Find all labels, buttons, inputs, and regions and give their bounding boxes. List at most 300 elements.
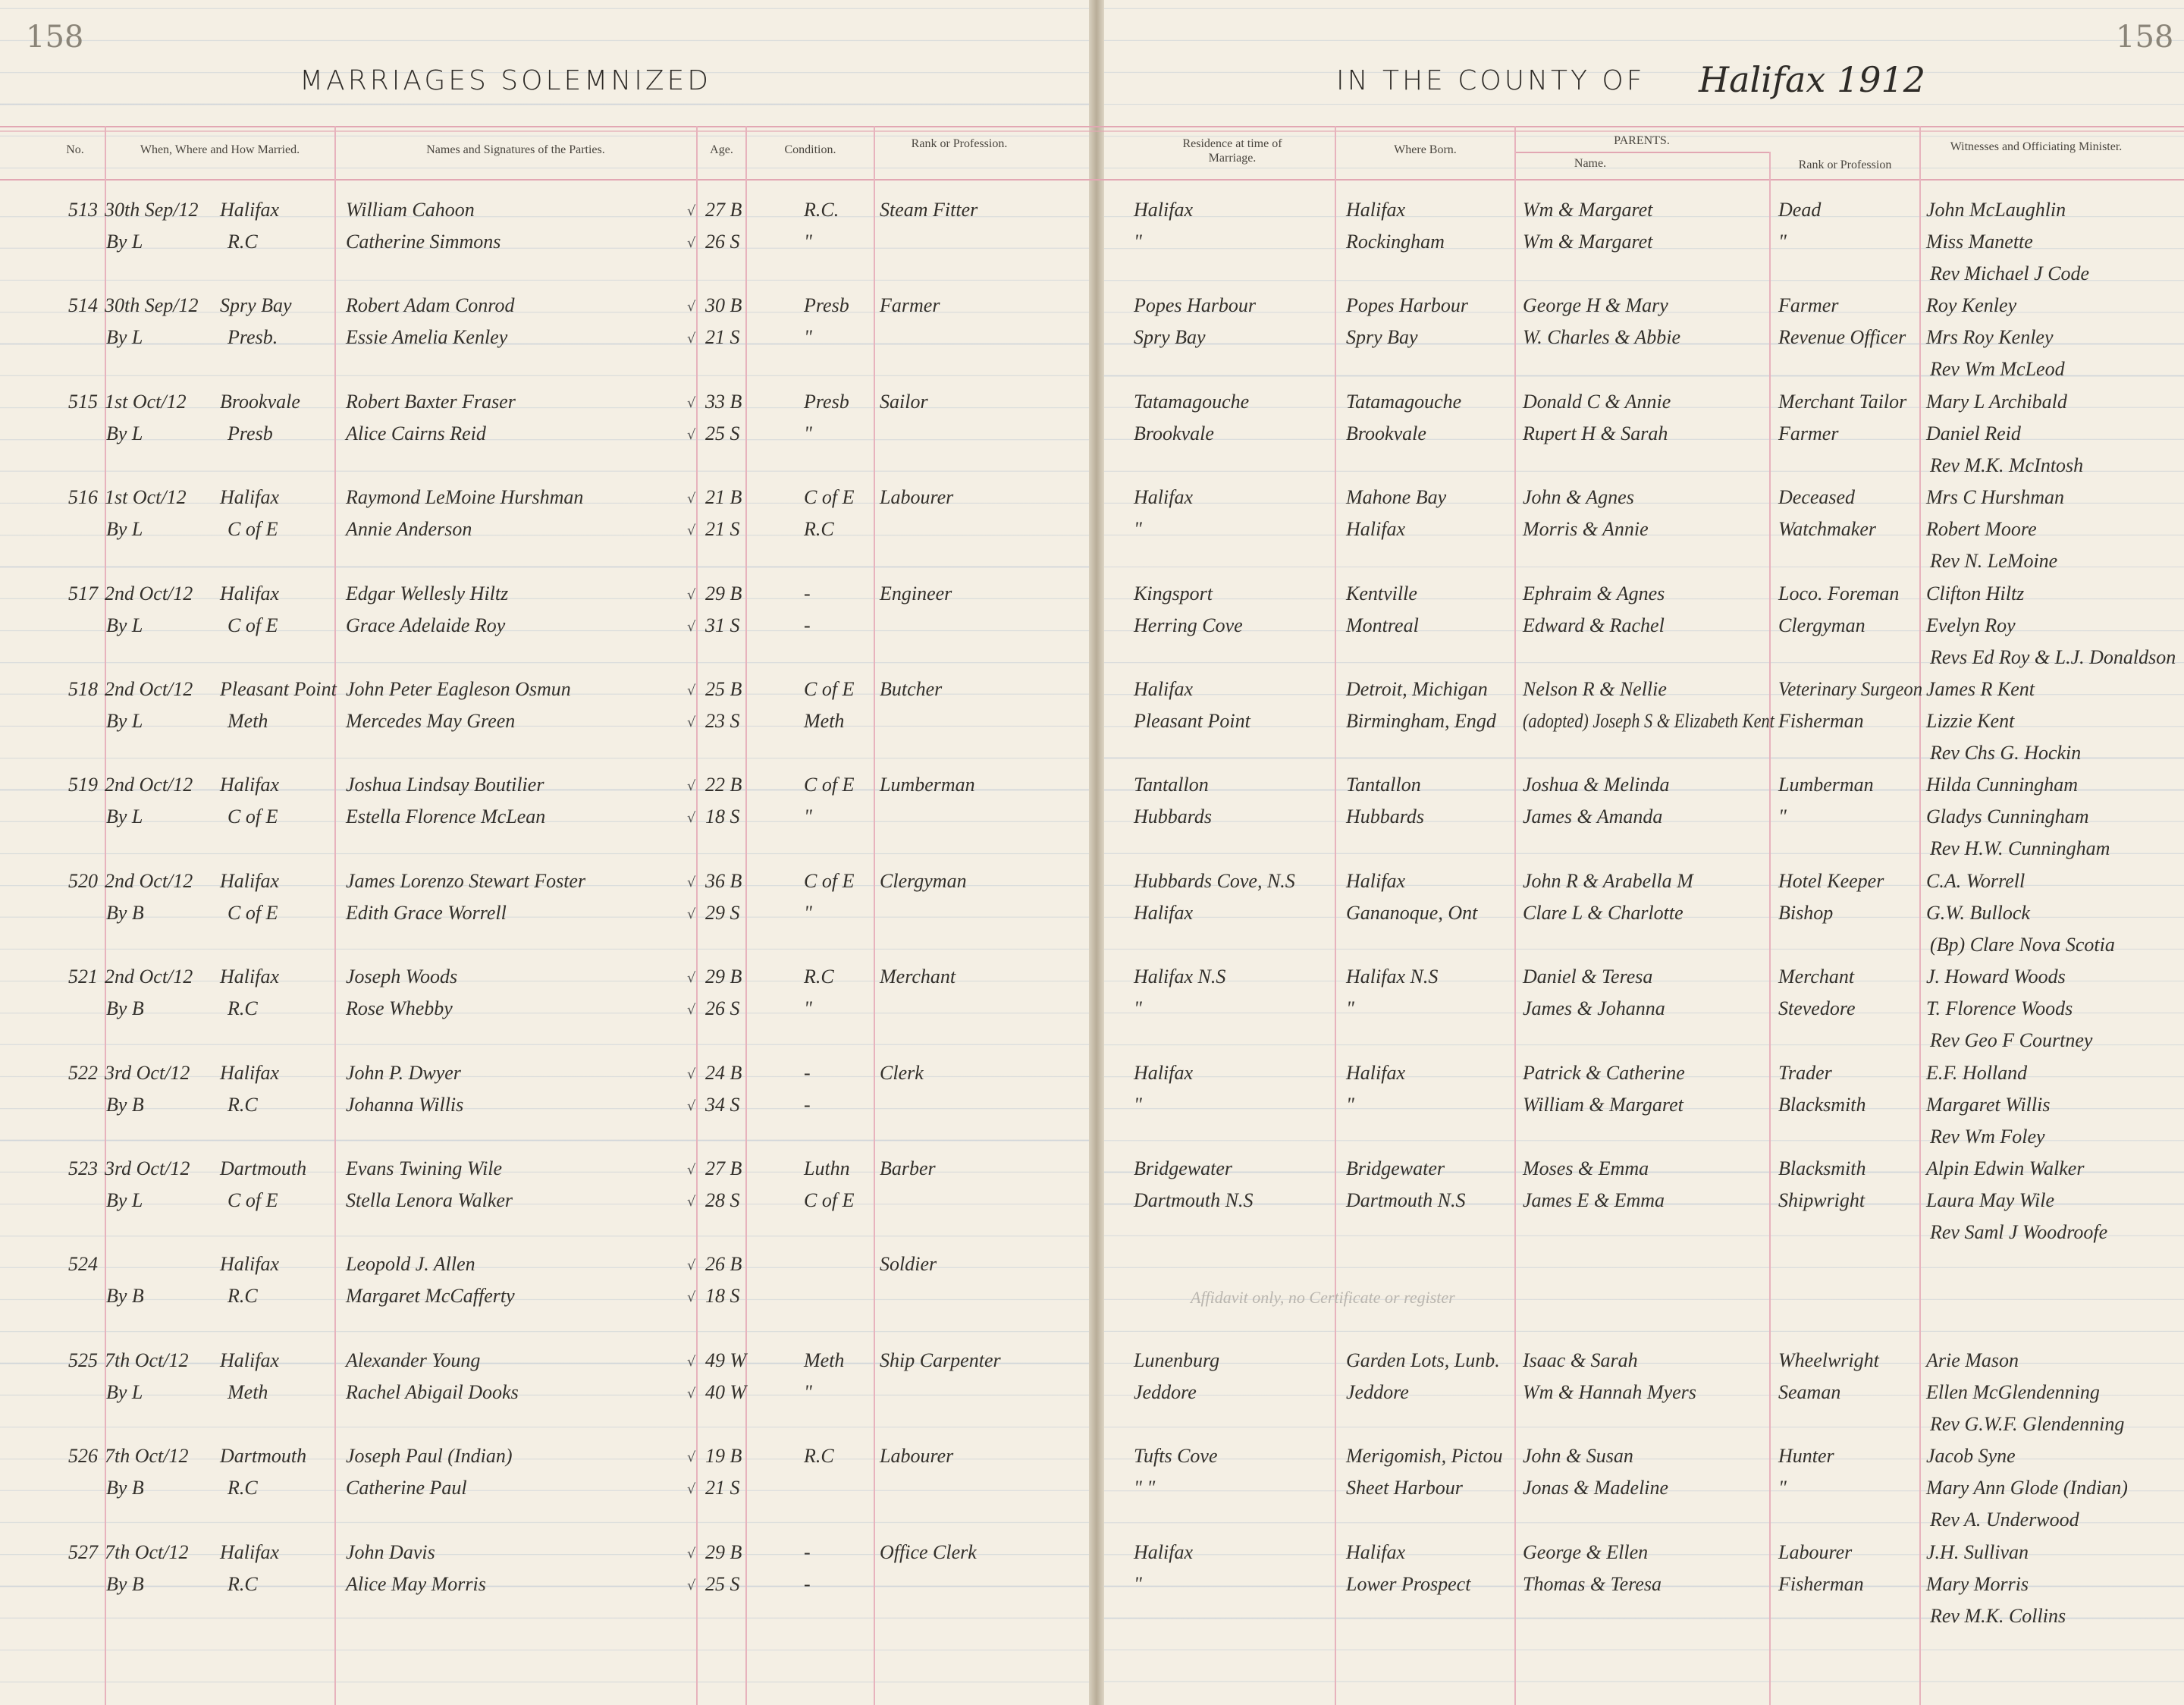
check-mark: √ (687, 1289, 696, 1306)
entry-bride: Alice May Morris (346, 1572, 486, 1595)
entry-g-prank: Loco. Foreman (1778, 582, 1900, 604)
entry-denom: Presb. (228, 326, 278, 349)
entry-g-res: Popes Harbour (1134, 294, 1257, 317)
page-number-left: 158 (26, 20, 84, 55)
entry-bride: Essie Amelia Kenley (346, 326, 508, 349)
entry-no: 516 (68, 486, 98, 509)
entry-w2: Daniel Reid (1926, 422, 2021, 444)
entry-w1: Mary L Archibald (1926, 390, 2067, 413)
entry-g-born: Tatamagouche (1346, 390, 1462, 413)
entry-bride: Alice Cairns Reid (346, 422, 486, 444)
entry-place: Halifax (220, 774, 279, 796)
entry-g-res: Halifax (1134, 486, 1193, 509)
entry-w1: C.A. Worrell (1926, 869, 2026, 892)
entry-denom: Meth (228, 1380, 268, 1403)
entry-date: 7th Oct/12 (105, 1349, 189, 1371)
entry-place: Halifax (220, 1540, 279, 1563)
entry-g-cond: C of E (804, 486, 855, 509)
check-mark: √ (687, 906, 696, 922)
entry-by: By B (106, 901, 144, 924)
check-mark: √ (687, 970, 696, 987)
entry-b-prank: Bishop (1778, 901, 1834, 924)
entry-place: Spry Bay (220, 294, 292, 317)
entry-profession: Butcher (880, 678, 943, 700)
entry-by: By L (106, 710, 143, 732)
entry-g-age: 27 B (705, 1157, 742, 1179)
entry-b-born: Brookvale (1346, 422, 1426, 444)
header-parents-name (1514, 156, 1769, 171)
header-residence: Residence at time of Marriage. (1182, 137, 1282, 165)
entry-profession: Labourer (880, 486, 954, 509)
check-mark: √ (687, 683, 696, 699)
entry-g-res: Bridgewater (1134, 1157, 1232, 1179)
entry-no: 518 (68, 678, 98, 700)
entry-b-age: 18 S (705, 1285, 740, 1308)
entry-w2: Margaret Willis (1926, 1093, 2051, 1116)
entry-no: 513 (68, 199, 98, 221)
entry-denom: R.C (228, 1572, 258, 1595)
entry-min: Rev A. Underwood (1930, 1509, 2079, 1531)
check-mark: √ (687, 810, 696, 827)
entry-g-cond: Luthn (804, 1157, 850, 1179)
entry-no: 517 (68, 582, 98, 604)
entry-g-par: Donald C & Annie (1523, 390, 1671, 413)
entry-place: Brookvale (220, 390, 300, 413)
entry-by: By L (106, 518, 143, 541)
entry-denom: C of E (228, 805, 278, 828)
entry-b-born: Spry Bay (1346, 326, 1418, 349)
entry-profession: Merchant (880, 966, 956, 988)
entry-g-age: 36 B (705, 869, 742, 892)
entry-g-prank: Dead (1778, 199, 1822, 221)
entry-b-prank: Stevedore (1778, 997, 1856, 1020)
check-mark: √ (687, 1385, 696, 1402)
entry-b-prank: Shipwright (1778, 1189, 1866, 1211)
entry-w2: Mary Ann Glode (Indian) (1926, 1477, 2128, 1499)
entry-date: 2nd Oct/12 (105, 678, 193, 700)
entry-bride: Stella Lenora Walker (346, 1189, 513, 1211)
entry-denom: R.C (228, 1477, 258, 1499)
entry-b-born: Lower Prospect (1346, 1572, 1471, 1595)
entry-g-par: John & Susan (1523, 1445, 1633, 1468)
entry-date: 30th Sep/12 (105, 294, 199, 317)
entry-b-res: " (1134, 997, 1142, 1020)
entry-w2: Miss Manette (1926, 231, 2033, 253)
entry-b-born: Dartmouth N.S (1346, 1189, 1466, 1211)
entry-g-par: Joshua & Melinda (1523, 774, 1670, 796)
entry-b-born: " (1346, 997, 1354, 1020)
entry-by: By B (106, 1477, 144, 1499)
entry-g-par: Nelson R & Nellie (1523, 678, 1667, 700)
entry-b-res: " (1134, 1093, 1142, 1116)
check-mark: √ (687, 1577, 696, 1594)
entry-denom: R.C (228, 231, 258, 253)
entry-b-res: " (1134, 518, 1142, 541)
entry-by: By L (106, 614, 143, 636)
entry-b-prank: Seaman (1778, 1380, 1841, 1403)
column-rule (874, 126, 875, 1705)
entry-min: Rev N. LeMoine (1930, 550, 2058, 573)
check-mark: √ (687, 394, 696, 411)
entry-b-cond: " (804, 422, 812, 444)
entry-denom: C of E (228, 614, 278, 636)
entry-g-cond: Presb (804, 390, 849, 413)
entry-w1: John McLaughlin (1926, 199, 2066, 221)
check-mark: √ (687, 1353, 696, 1370)
entry-no: 524 (68, 1253, 98, 1276)
check-mark: √ (687, 1194, 696, 1210)
entry-b-cond: C of E (804, 1189, 855, 1211)
entry-date: 3rd Oct/12 (105, 1061, 190, 1084)
entry-by: By B (106, 1093, 144, 1116)
entry-g-res: Tatamagouche (1134, 390, 1250, 413)
entry-profession: Farmer (880, 294, 940, 317)
entry-b-res: Brookvale (1134, 422, 1214, 444)
entry-g-age: 29 B (705, 966, 742, 988)
entry-b-age: 18 S (705, 805, 740, 828)
entry-g-prank: Lumberman (1778, 774, 1874, 796)
entry-groom: James Lorenzo Stewart Foster (346, 869, 586, 892)
entry-groom: Robert Adam Conrod (346, 294, 515, 317)
entry-note: Affidavit only, no Certificate or register (1191, 1288, 1455, 1308)
county-handwritten (1699, 59, 1925, 100)
entry-b-age: 34 S (705, 1093, 740, 1116)
entry-min: Rev Saml J Woodroofe (1930, 1221, 2108, 1243)
entry-g-res: Hubbards Cove, N.S (1134, 869, 1295, 892)
entry-min: Rev G.W.F. Glendenning (1930, 1412, 2125, 1435)
column-rule (334, 126, 336, 1705)
entry-b-par: Jonas & Madeline (1523, 1477, 1669, 1499)
entry-w2: Mrs Roy Kenley (1926, 326, 2054, 349)
check-mark: √ (687, 523, 696, 539)
entry-b-res: " (1134, 231, 1142, 253)
column-rule (696, 126, 698, 1705)
entry-by: By L (106, 231, 143, 253)
entry-by: By B (106, 997, 144, 1020)
entry-g-res: Halifax (1134, 199, 1193, 221)
entry-g-age: 26 B (705, 1253, 742, 1276)
entry-g-res: Tantallon (1134, 774, 1209, 796)
entry-groom: William Cahoon (346, 199, 475, 221)
entry-b-par: W. Charles & Abbie (1523, 326, 1681, 349)
entry-profession: Labourer (880, 1445, 954, 1468)
entry-date: 1st Oct/12 (105, 390, 187, 413)
entry-no: 520 (68, 869, 98, 892)
entry-g-par: Moses & Emma (1523, 1157, 1649, 1179)
entry-groom: Alexander Young (346, 1349, 481, 1371)
entry-min: Rev Michael J Code (1930, 262, 2090, 284)
entry-g-cond: - (804, 582, 811, 604)
check-mark: √ (687, 714, 696, 730)
entry-b-cond: " (804, 231, 812, 253)
entry-b-age: 25 S (705, 422, 740, 444)
entry-b-age: 28 S (705, 1189, 740, 1211)
entry-bride: Annie Anderson (346, 518, 472, 541)
entry-b-par: Wm & Hannah Myers (1523, 1380, 1696, 1403)
entry-g-age: 29 B (705, 1540, 742, 1563)
entry-g-par: Patrick & Catherine (1523, 1061, 1685, 1084)
entry-w2: G.W. Bullock (1926, 901, 2030, 924)
entry-date: 2nd Oct/12 (105, 582, 193, 604)
check-mark: √ (687, 778, 696, 795)
entry-g-born: Detroit, Michigan (1346, 678, 1488, 700)
entry-w1: Alpin Edwin Walker (1926, 1157, 2085, 1179)
entry-date: 3rd Oct/12 (105, 1157, 190, 1179)
entry-g-born: Halifax (1346, 1540, 1405, 1563)
entry-b-par: Clare L & Charlotte (1523, 901, 1684, 924)
entry-b-cond: - (804, 1093, 811, 1116)
entry-b-age: 21 S (705, 1477, 740, 1499)
entry-g-age: 21 B (705, 486, 742, 509)
entry-g-cond: Presb (804, 294, 849, 317)
entry-b-prank: Watchmaker (1778, 518, 1877, 541)
entry-w2: Ellen McGlendenning (1926, 1380, 2100, 1403)
entry-g-par: Daniel & Teresa (1523, 966, 1653, 988)
entry-g-age: 33 B (705, 390, 742, 413)
entry-b-prank: Fisherman (1778, 1572, 1864, 1595)
entry-w2: Lizzie Kent (1926, 710, 2015, 732)
entry-profession: Engineer (880, 582, 952, 604)
entry-b-par: Rupert H & Sarah (1523, 422, 1668, 444)
entry-min: Rev Wm McLeod (1930, 358, 2065, 381)
entry-g-age: 19 B (705, 1445, 742, 1468)
entry-b-par: Morris & Annie (1523, 518, 1649, 541)
entry-no: 526 (68, 1445, 98, 1468)
entry-place: Halifax (220, 486, 279, 509)
entry-b-prank: Blacksmith (1778, 1093, 1866, 1116)
entry-by: By B (106, 1572, 144, 1595)
entry-g-res: Halifax (1134, 1540, 1193, 1563)
entry-w1: Arie Mason (1926, 1349, 2019, 1371)
check-mark: √ (687, 299, 696, 316)
entry-w1: Jacob Syne (1926, 1445, 2016, 1468)
entry-no: 525 (68, 1349, 98, 1371)
column-rule (1769, 152, 1771, 1705)
entry-g-age: 29 B (705, 582, 742, 604)
entry-g-born: Halifax (1346, 869, 1405, 892)
entry-b-age: 26 S (705, 231, 740, 253)
entry-min: Rev H.W. Cunningham (1930, 837, 2110, 860)
header-when: When, Where and How Married. (140, 143, 300, 156)
entry-profession: Clergyman (880, 869, 967, 892)
entry-b-age: 25 S (705, 1572, 740, 1595)
entry-b-cond: Meth (804, 710, 845, 732)
entry-place: Pleasant Point (220, 678, 337, 700)
entry-b-par: William & Margaret (1523, 1093, 1684, 1116)
entry-bride: Edith Grace Worrell (346, 901, 507, 924)
check-mark: √ (687, 235, 696, 251)
column-rule (1335, 126, 1336, 1705)
header-no: No. (66, 143, 84, 156)
check-mark: √ (687, 426, 696, 443)
entry-w2: Laura May Wile (1926, 1189, 2054, 1211)
entry-g-res: Halifax N.S (1134, 966, 1226, 988)
entry-b-par: James E & Emma (1523, 1189, 1665, 1211)
entry-g-prank: Merchant Tailor (1778, 390, 1907, 413)
entry-b-born: Sheet Harbour (1346, 1477, 1463, 1499)
entry-g-par: George H & Mary (1523, 294, 1668, 317)
entry-denom: Presb (228, 422, 273, 444)
entry-min: Revs Ed Roy & L.J. Donaldson (1930, 645, 2176, 668)
header-bottom-rule (0, 179, 2184, 181)
entry-date: 2nd Oct/12 (105, 774, 193, 796)
entry-no: 527 (68, 1540, 98, 1563)
entry-g-prank: Hotel Keeper (1778, 869, 1884, 892)
entry-bride: Margaret McCafferty (346, 1285, 515, 1308)
entry-b-age: 40 W (705, 1380, 747, 1403)
check-mark: √ (687, 1097, 696, 1114)
entry-denom: R.C (228, 1285, 258, 1308)
entry-denom: R.C (228, 1093, 258, 1116)
entry-groom: Joshua Lindsay Boutilier (346, 774, 544, 796)
entry-no: 514 (68, 294, 98, 317)
entry-g-born: Mahone Bay (1346, 486, 1447, 509)
entry-bride: Catherine Simmons (346, 231, 501, 253)
entry-g-cond: R.C. (804, 199, 839, 221)
check-mark: √ (687, 586, 696, 603)
entry-g-cond: R.C (804, 966, 834, 988)
entry-g-born: Merigomish, Pictou (1346, 1445, 1503, 1468)
entry-w1: Hilda Cunningham (1926, 774, 2079, 796)
entry-b-res: " " (1134, 1477, 1156, 1499)
entry-g-age: 30 B (705, 294, 742, 317)
entry-g-cond: C of E (804, 774, 855, 796)
column-rule (1919, 126, 1921, 1705)
entry-b-born: Gananoque, Ont (1346, 901, 1478, 924)
page-number-right: 158 (2116, 20, 2174, 55)
entry-g-prank: Hunter (1778, 1445, 1834, 1468)
entry-b-cond: - (804, 614, 811, 636)
entry-g-prank: Merchant (1778, 966, 1855, 988)
header-parents-rank: Rank or Profession (1798, 159, 1892, 171)
entry-profession: Barber (880, 1157, 936, 1179)
entry-min: Rev Geo F Courtney (1930, 1029, 2093, 1052)
entry-b-age: 31 S (705, 614, 740, 636)
entry-date: 1st Oct/12 (105, 486, 187, 509)
entry-denom: C of E (228, 518, 278, 541)
entry-denom: R.C (228, 997, 258, 1020)
entry-b-age: 26 S (705, 997, 740, 1020)
entry-denom: C of E (228, 1189, 278, 1211)
entry-b-res: Halifax (1134, 901, 1193, 924)
header-witnesses: Witnesses and Officiating Minister. (1950, 140, 2123, 153)
entry-by: By B (106, 1285, 144, 1308)
check-mark: √ (687, 491, 696, 507)
entry-b-prank: Revenue Officer (1778, 326, 1906, 349)
header-parents: PARENTS. (1614, 134, 1670, 147)
header-age: Age. (710, 143, 733, 156)
header-top-rule (0, 126, 2184, 127)
header-condition: Condition. (784, 143, 836, 156)
entry-by: By L (106, 1189, 143, 1211)
entry-g-prank: Wheelwright (1778, 1349, 1879, 1371)
entry-profession: Office Clerk (880, 1540, 977, 1563)
entry-by: By L (106, 422, 143, 444)
entry-w2: Evelyn Roy (1926, 614, 2016, 636)
entry-no: 521 (68, 966, 98, 988)
entry-groom: Leopold J. Allen (346, 1253, 475, 1276)
entry-w1: J. Howard Woods (1926, 966, 2066, 988)
entry-g-age: 49 W (705, 1349, 747, 1371)
entry-by: By L (106, 326, 143, 349)
entry-profession: Steam Fitter (880, 199, 978, 221)
entry-min: Rev Wm Foley (1930, 1125, 2045, 1148)
entry-w1: Mrs C Hurshman (1926, 486, 2065, 509)
entry-b-cond: " (804, 997, 812, 1020)
entry-date: 7th Oct/12 (105, 1540, 189, 1563)
entry-b-age: 21 S (705, 326, 740, 349)
entry-b-par: (adopted) Joseph S & Elizabeth Kent (1523, 710, 1774, 732)
check-mark: √ (687, 1449, 696, 1466)
entry-g-born: Halifax (1346, 199, 1405, 221)
entry-g-born: Halifax N.S (1346, 966, 1439, 988)
entry-g-res: Tufts Cove (1134, 1445, 1218, 1468)
entry-b-prank: Clergyman (1778, 614, 1866, 636)
entry-w2: Gladys Cunningham (1926, 805, 2089, 828)
entry-min: Rev M.K. McIntosh (1930, 454, 2084, 476)
entry-bride: Estella Florence McLean (346, 805, 546, 828)
entry-groom: John P. Dwyer (346, 1061, 461, 1084)
entry-bride: Mercedes May Green (346, 710, 516, 732)
check-mark: √ (687, 1545, 696, 1562)
entry-g-age: 27 B (705, 199, 742, 221)
entry-b-cond: " (804, 326, 812, 349)
entry-g-born: Garden Lots, Lunb. (1346, 1349, 1500, 1371)
entry-b-res: " (1134, 1572, 1142, 1595)
entry-denom: Meth (228, 710, 268, 732)
entry-g-prank: Veterinary Surgeon (1778, 678, 1923, 700)
entry-g-born: Halifax (1346, 1061, 1405, 1084)
entry-g-par: John R & Arabella M (1523, 869, 1693, 892)
entry-g-cond: C of E (804, 678, 855, 700)
entry-b-prank: Farmer (1778, 422, 1839, 444)
year: 1912 (1836, 59, 1926, 100)
entry-b-cond: - (804, 1572, 811, 1595)
check-mark: √ (687, 874, 696, 890)
entry-g-born: Kentville (1346, 582, 1417, 604)
entry-place: Halifax (220, 1061, 279, 1084)
entry-w2: Mary Morris (1926, 1572, 2029, 1595)
entry-g-res: Lunenburg (1134, 1349, 1220, 1371)
entry-by: By L (106, 1380, 143, 1403)
header-names: Names and Signatures of the Parties. (426, 143, 605, 156)
entry-no: 515 (68, 390, 98, 413)
entry-profession: Lumberman (880, 774, 975, 796)
title-left: MARRIAGES SOLEMNIZED (300, 65, 711, 96)
entry-place: Halifax (220, 1253, 279, 1276)
entry-g-prank: Trader (1778, 1061, 1832, 1084)
entry-g-cond: R.C (804, 1445, 834, 1468)
entry-g-par: Wm & Margaret (1523, 199, 1653, 221)
entry-date: 2nd Oct/12 (105, 966, 193, 988)
entry-place: Halifax (220, 199, 279, 221)
entry-groom: Joseph Paul (Indian) (346, 1445, 513, 1468)
entry-w1: Roy Kenley (1926, 294, 2017, 317)
entry-b-par: Wm & Margaret (1523, 231, 1653, 253)
entry-groom: Evans Twining Wile (346, 1157, 503, 1179)
entry-b-prank: " (1778, 805, 1787, 828)
check-mark: √ (687, 203, 696, 219)
entry-min: Rev Chs G. Hockin (1930, 742, 2082, 764)
entry-b-age: 21 S (705, 518, 740, 541)
entry-groom: Edgar Wellesly Hiltz (346, 582, 509, 604)
entry-w1: James R Kent (1926, 678, 2035, 700)
check-mark: √ (687, 1066, 696, 1082)
entry-g-par: Ephraim & Agnes (1523, 582, 1665, 604)
entry-bride: Rose Whebby (346, 997, 453, 1020)
entry-min: (Bp) Clare Nova Scotia (1930, 933, 2115, 956)
entry-b-born: Hubbards (1346, 805, 1425, 828)
